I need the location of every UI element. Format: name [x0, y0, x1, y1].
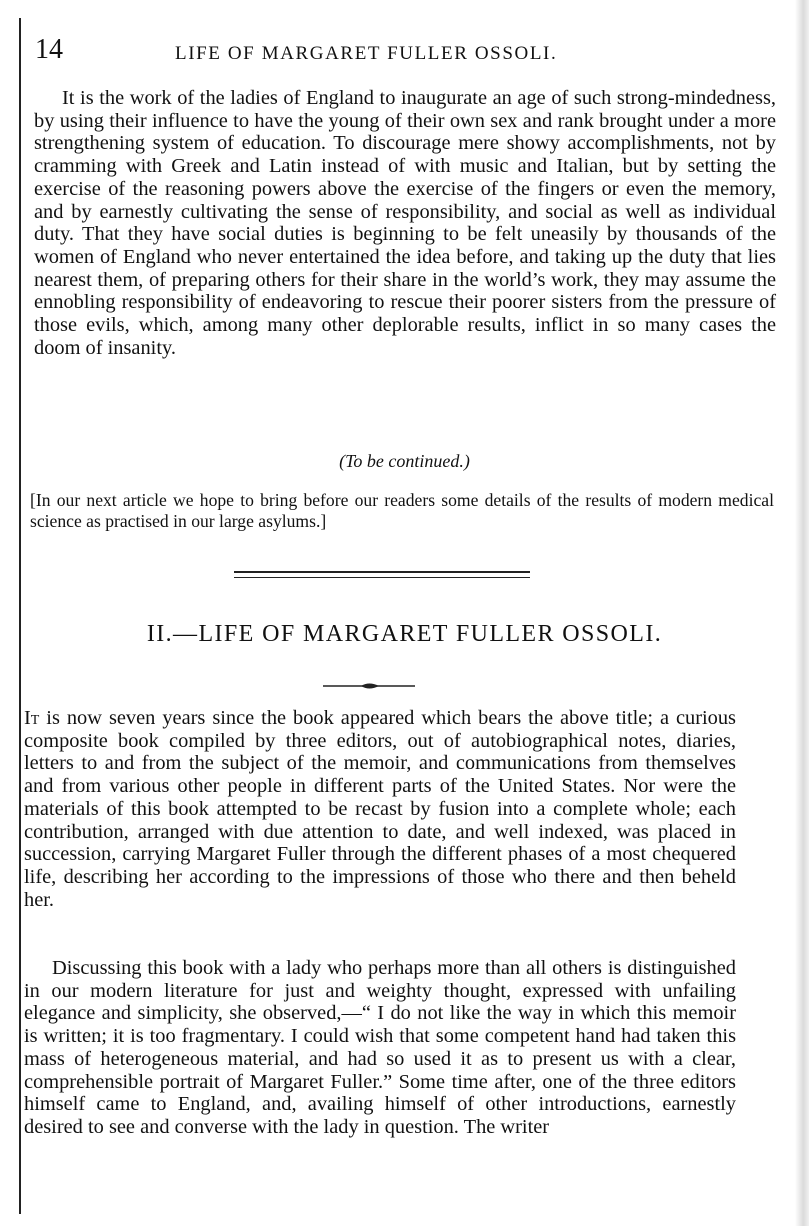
- running-title: LIFE OF MARGARET FULLER OSSOLI.: [175, 43, 558, 64]
- article-paragraph-one-text: is now seven years since the book appeared which bears the above title; a curious composite book compiled by three editors, out of autobiographical notes, diaries, letters to and from the subject of the memoir, and communications from themselves and from various other people in different parts of the United States. Nor were the materials of this book attempted to be recast by fusion into a complete whole; each contribution, arranged with due attention to date, and well indexed, was placed in succession, carrying Margaret Fuller through the different phases of a most chequered life, describing her according to the impressions of those who there and then beheld her.: [24, 707, 736, 911]
- page-number: 14: [35, 34, 63, 65]
- page-header: [35, 36, 775, 76]
- title-ornament-icon: [323, 681, 415, 691]
- page-edge-shadow: [795, 0, 809, 1226]
- section-divider: [234, 571, 530, 578]
- article-title: II.—LIFE OF MARGARET FULLER OSSOLI.: [146, 621, 663, 647]
- article-paragraph-one: [24, 707, 736, 911]
- left-margin-rule: [19, 18, 21, 1214]
- continued-notice: (To be continued.): [339, 451, 470, 471]
- article-paragraph-two: Discussing this book with a lady who perhaps more than all others is distinguished in our modern literature for just and weighty thought, expressed with unfailing elegance and simplicity, she observed,—“ I do not like the way in which this memoir is written; it is too fragmentary. I could wish that some competent hand had taken this mass of heterogeneous material, and had so used it as to present us with a clear, comprehensible portrait of Margaret Fuller.” Some time after, one of the three editors himself came to England, and, availing himself of other introductions, earnestly desired to see and converse with the lady in question. The writer: [24, 957, 736, 1138]
- opening-word: It: [24, 707, 40, 729]
- editor-note: [In our next article we hope to bring before our readers some details of the results of modern medical science as practised in our large asylums.]: [30, 490, 774, 531]
- closing-paragraph: It is the work of the ladies of England to inaugurate an age of such strong-mindedness, by using their influence to have the young of their own sex and rank brought under a more strengthening system of education. To discourage mere showy accomplishments, not by cramming with Greek and Latin instead of with music and Italian, but by setting the exercise of the reasoning powers above the exercise of the fingers or even the memory, and by earnestly cultivating the sense of responsibility, and social as well as individual duty. That they have social duties is beginning to be felt uneasily by thousands of the women of England who never entertained the idea before, and taking up the duty that lies nearest them, of preparing others for their share in the world’s work, they may assume the ennobling responsibility of endeavoring to rescue their poorer sisters from the pressure of those evils, which, among many other deplorable results, inflict in so many cases the doom of insanity.: [34, 87, 776, 359]
